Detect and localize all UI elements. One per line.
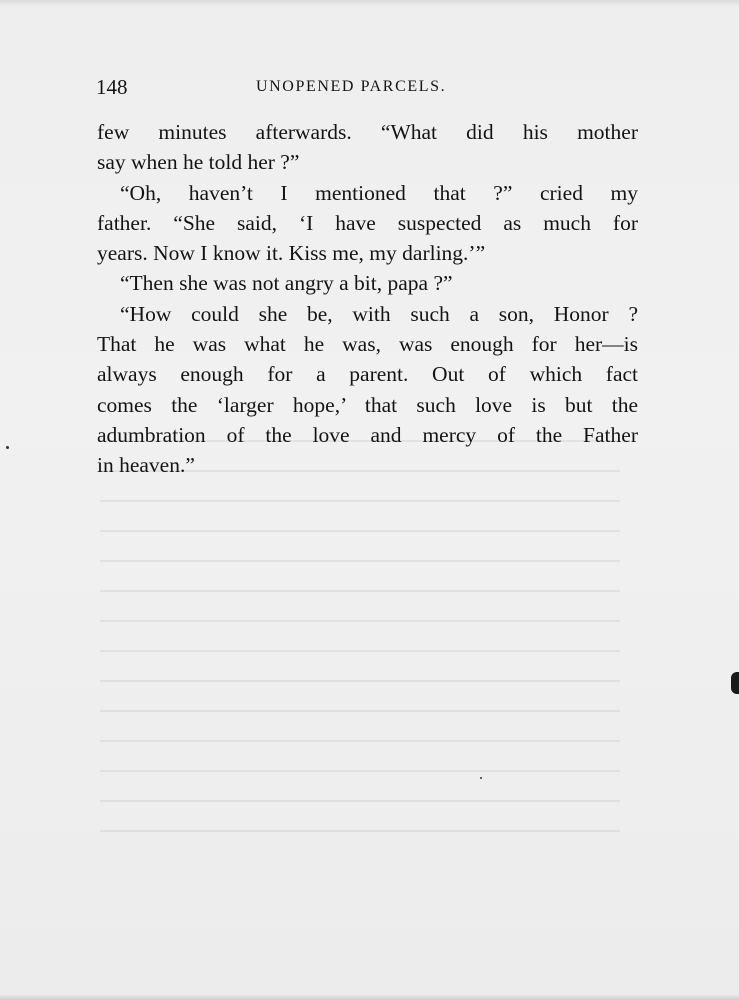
text-line: comes the ‘larger hope,’ that such love is but the — [97, 392, 638, 417]
text-line: adumbration of the love and mercy of the Father — [97, 422, 638, 447]
page-header — [96, 70, 640, 104]
paper-speck — [6, 446, 9, 449]
text-line: That he was what he was, was enough for her—is — [97, 332, 638, 357]
page-number: 148 — [96, 75, 128, 99]
text-line: say when he told her ?” — [97, 150, 300, 175]
page-edge-tab — [731, 672, 739, 694]
text-line: in heaven.” — [97, 453, 195, 478]
text-line: father. “She said, ‘I have suspected as much for — [97, 210, 638, 235]
page-top-shadow — [0, 0, 739, 6]
running-head: UNOPENED PARCELS. — [256, 78, 447, 95]
text-line: “How could she be, with such a son, Honor ? — [120, 301, 638, 326]
body-text — [97, 117, 638, 481]
page-bottom-shadow — [0, 994, 739, 1000]
text-line: “Oh, haven’t I mentioned that ?” cried my — [120, 180, 638, 205]
text-line: “Then she was not angry a bit, papa ?” — [120, 271, 453, 296]
text-line: years. Now I know it. Kiss me, my darling.’” — [97, 241, 486, 266]
text-line: always enough for a parent. Out of which fact — [97, 362, 638, 387]
show-through-text — [100, 440, 620, 860]
text-line: few minutes afterwards. “What did his mother — [97, 120, 638, 144]
paper-speck — [480, 777, 482, 779]
